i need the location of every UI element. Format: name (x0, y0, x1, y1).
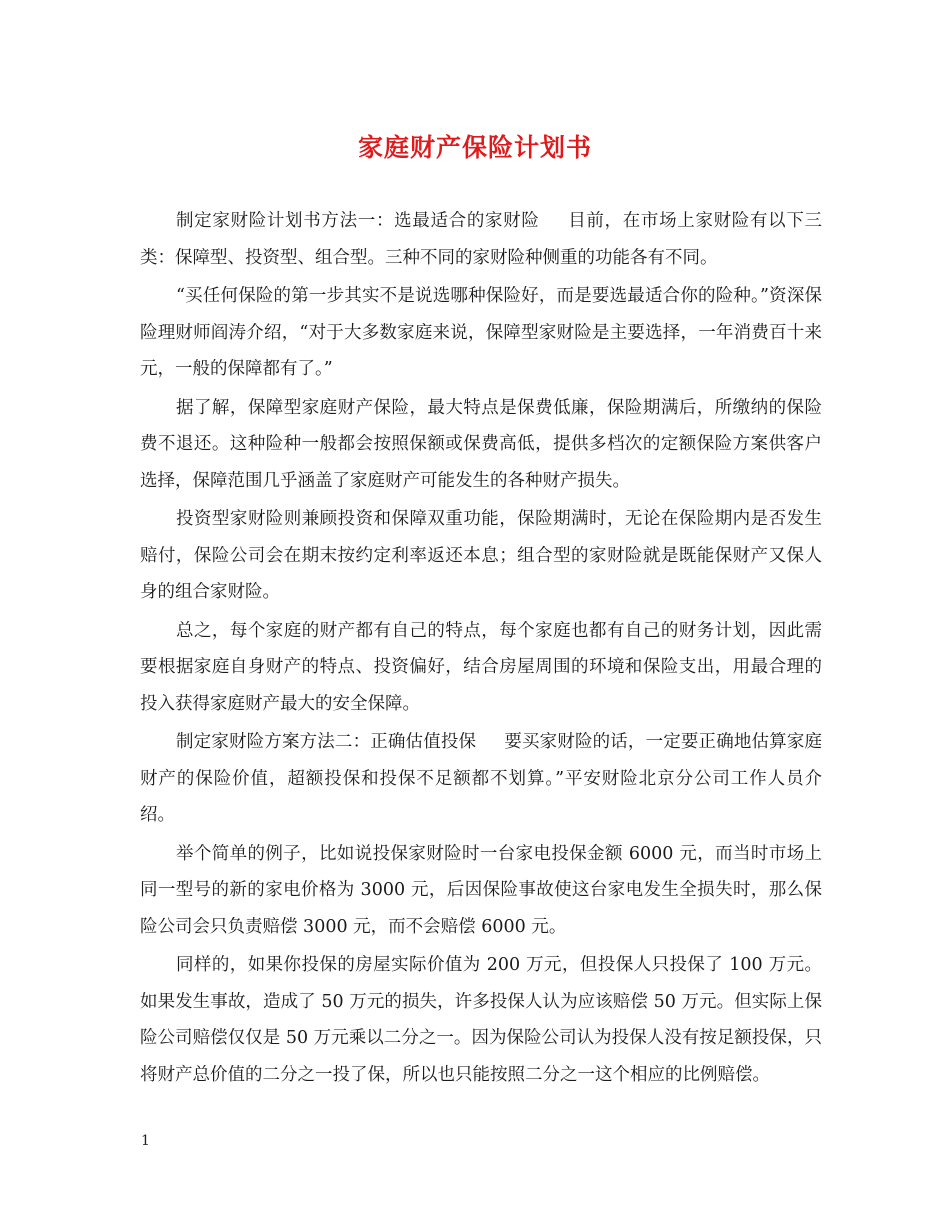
paragraph-7-text: 举个简单的例子，比如说投保家财险时一台家电投保金额 6000 元，而当时市场上同一型号的新的家电价格为 3000 元，后因保险事故使这台家电发生全损失时，那么保险公司会只负责赔偿 3000 元，而不会赔偿 6000 元。 (140, 843, 822, 937)
paragraph-2 (140, 278, 822, 388)
paragraph-1-text: 目前，在市场上家财险有以下三类：保障型、投资型、组合型。三种不同的家财险种侧重的功能各有不同。 (140, 211, 823, 268)
paragraph-4-text: 投资型家财险则兼顾投资和保障双重功能，保险期满时，无论在保险期内是否发生赔付，保险公司会在期末按约定利率返还本息；组合型的家财险就是既能保财产又保人身的组合家财险。 (140, 509, 822, 602)
paragraph-1 (140, 203, 822, 276)
page-number: 1 (141, 1133, 150, 1149)
paragraph-5-text: 总之，每个家庭的财产都有自己的特点，每个家庭也都有自己的财务计划，因此需要根据家庭自身财产的特点、投资偏好，结合房屋周围的环境和保险支出，用最合理的投入获得家庭财产最大的安全保障。 (140, 620, 822, 714)
document-title: 家庭财产保险计划书 (357, 133, 592, 162)
paragraph-3-text: 据了解，保障型家庭财产保险，最大特点是保费低廉，保险期满后，所缴纳的保险费不退还。这种险种一般都会按照保额或保费高低，提供多档次的定额保险方案供客户选择，保障范围几乎涵盖了家庭财产可能发生的各种财产损失。 (140, 397, 822, 491)
paragraph-1-lead: 制定家财险计划书方法一：选最适合的家财险 (176, 211, 540, 231)
paragraph-6-lead: 制定家财险方案方法二：正确估值投保 (176, 732, 477, 752)
paragraph-8-text: 同样的，如果你投保的房屋实际价值为 200 万元，但投保人只投保了 100 万元。如果发生事故，造成了 50 万元的损失，许多投保人认为应该赔偿 50 万元。但实际上保险公司赔偿仅仅是 50 万元乘以二分之一。因为保险公司认为投保人没有按足额投保，只将财产总价值的二分之一投了保，所以也只能按照二分之一这个相应的比例赔偿。 (140, 955, 822, 1085)
paragraph-8 (140, 947, 822, 1093)
paragraph-7 (140, 836, 822, 946)
paragraph-4 (140, 501, 822, 611)
paragraph-6 (140, 724, 822, 834)
paragraph-3 (140, 390, 822, 500)
paragraph-2-text: “买任何保险的第一步其实不是说选哪种保险好，而是要选最适合你的险种。”资深保险理财师阎涛介绍，“对于大多数家庭来说，保障型家财险是主要选择，一年消费百十来元，一般的保障都有了。” (140, 286, 822, 379)
paragraph-5 (140, 613, 822, 723)
document-body (140, 203, 822, 1095)
paragraph-6-text: 要买家财险的话，一定要正确地估算家庭财产的保险价值，超额投保和投保不足额都不划算。”平安财险北京分公司工作人员介绍。 (140, 732, 822, 825)
